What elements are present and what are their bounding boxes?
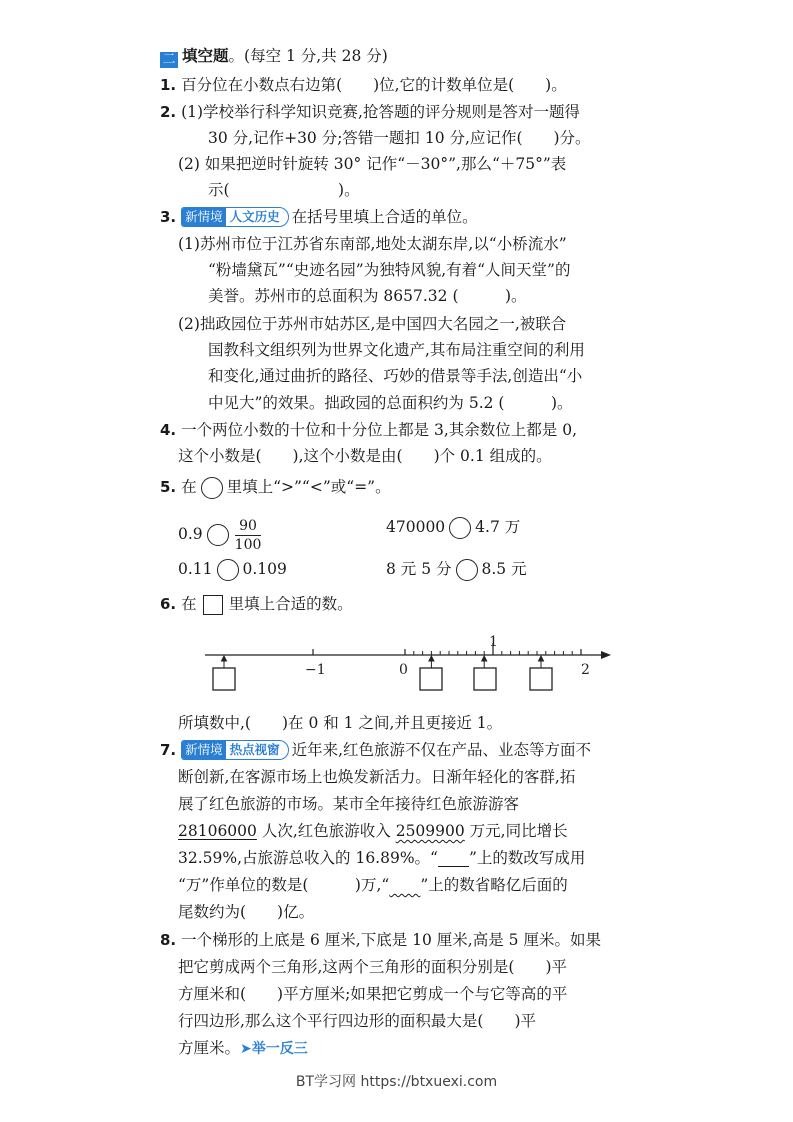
question-text: 一个两位小数的十位和十分位上都是 3,其余数位上都是 0, (181, 421, 578, 439)
text-segment: ”上的数改写成用 (469, 849, 586, 867)
tag-topic: 热点视窗 (229, 742, 280, 757)
question-8-line: 方厘米和( )平方厘米;如果把它剪成一个与它等高的平 (178, 985, 568, 1003)
compare-right: 0.109 (242, 560, 287, 578)
question-number: 8. (160, 931, 177, 949)
compare-item-b (386, 516, 520, 539)
tag-new-context: 新情境 (182, 741, 226, 759)
question-7-line (178, 847, 585, 869)
label-two: 2 (581, 662, 590, 678)
question-text-post: 里填上“>”“<”或“=”。 (226, 478, 391, 496)
context-tag (181, 740, 289, 760)
question-text-pre: 在 (181, 595, 197, 613)
question-3 (160, 206, 478, 228)
text-segment: 32.59%,占旅游总收入的 16.89%。“ (178, 849, 438, 867)
question-number: 3. (160, 208, 177, 226)
text-segment: “万”作单位的数是( )万,“ (178, 876, 390, 894)
section-header (160, 45, 388, 68)
question-2-line: (2) 如果把逆时针旋转 30° 记作“－30°”,那么“＋75°”表 (178, 155, 567, 173)
compare-circle[interactable] (449, 517, 471, 539)
question-text: 百分位在小数点右边第( )位,它的计数单位是( )。 (181, 76, 567, 94)
compare-circle[interactable] (456, 559, 478, 581)
number-line (195, 630, 625, 700)
fraction-numerator: 90 (235, 517, 262, 536)
label-zero: 0 (399, 662, 408, 678)
wavy-underline-mark (389, 876, 420, 894)
answer-box[interactable] (420, 668, 442, 690)
question-text: 近年来,红色旅游不仅在产品、业态等方面不 (291, 741, 592, 759)
question-4 (160, 419, 577, 441)
related-practice-link[interactable]: ➤举一反三 (240, 1041, 308, 1057)
square-blank-icon (203, 595, 223, 615)
text-segment: 万元,同比增长 (464, 822, 568, 840)
question-4-line: 这个小数是( ),这个小数是由( )个 0.1 组成的。 (178, 447, 552, 465)
answer-box[interactable] (213, 668, 235, 690)
question-2 (160, 101, 580, 123)
compare-item-a (178, 516, 261, 554)
compare-item-c (178, 558, 287, 581)
question-3-line: 中见大”的效果。拙政园的总面积约为 5.2 ( )。 (208, 394, 573, 412)
question-8-line (178, 1037, 308, 1060)
text-segment: ”上的数省略亿后面的 (420, 876, 568, 894)
label-minus-one: −1 (305, 662, 326, 678)
visitor-count: 28106000 (178, 822, 257, 840)
question-2-line: 示( )。 (208, 181, 360, 199)
section-title: 填空题 (182, 47, 229, 65)
question-text: 一个梯形的上底是 6 厘米,下底是 10 厘米,高是 5 厘米。如果 (181, 931, 601, 949)
compare-circle[interactable] (217, 559, 239, 581)
section-note: 。(每空 1 分,共 28 分) (228, 47, 388, 65)
text-segment: 方厘米。 (178, 1039, 241, 1057)
context-tag (181, 207, 289, 227)
question-number: 1. (160, 76, 177, 94)
fraction-denominator: 100 (234, 536, 262, 553)
question-7-line: 展了红色旅游的市场。某市全年接待红色旅游游客 (178, 795, 520, 813)
question-text: (1)学校举行科学知识竞赛,抢答题的评分规则是答对一题得 (181, 103, 580, 121)
footer-watermark: BT学习网 https://btxuexi.com (295, 1074, 498, 1090)
question-number: 6. (160, 595, 177, 613)
section-number: 二 (160, 52, 178, 68)
compare-left: 470000 (386, 518, 446, 536)
question-1 (160, 74, 567, 96)
compare-left: 8 元 5 分 (386, 560, 452, 578)
text-segment: 人次,红色旅游收入 (256, 822, 396, 840)
question-number: 5. (160, 478, 177, 496)
question-7-line: 尾数约为( )亿。 (178, 903, 315, 921)
question-6 (160, 593, 353, 615)
answer-box[interactable] (474, 668, 496, 690)
tag-topic: 人文历史 (229, 209, 280, 224)
question-3-line: 美誉。苏州市的总面积为 8657.32 ( )。 (208, 287, 527, 305)
question-3-line: (1)苏州市位于江苏省东南部,地处太湖东岸,以“小桥流水” (178, 235, 567, 253)
answer-box[interactable] (530, 668, 552, 690)
question-5 (160, 476, 391, 499)
compare-left: 0.11 (178, 560, 213, 578)
question-text: 在括号里填上合适的单位。 (291, 208, 478, 226)
question-2-line: 30 分,记作+30 分;答错一题扣 10 分,应记作( )分。 (208, 129, 591, 147)
question-8-line: 行四边形,那么这个平行四边形的面积最大是( )平 (178, 1012, 537, 1030)
question-3-line: 国教科文组织列为世界文化遗产,其布局注重空间的利用 (208, 341, 585, 359)
question-7 (160, 739, 591, 761)
question-6-follow: 所填数中,( )在 0 和 1 之间,并且更接近 1。 (178, 714, 503, 732)
question-number: 4. (160, 421, 177, 439)
tag-new-context: 新情境 (182, 208, 226, 226)
compare-left: 0.9 (178, 525, 203, 543)
question-number: 7. (160, 741, 177, 759)
compare-right: 8.5 元 (481, 560, 527, 578)
question-7-line: 断创新,在客源市场上也焕发新活力。日渐年轻化的客群,拓 (178, 768, 576, 786)
question-7-line (178, 874, 568, 896)
circle-blank-icon (201, 477, 223, 499)
compare-circle[interactable] (207, 524, 229, 546)
question-text-post: 里填上合适的数。 (228, 595, 353, 613)
tourism-income: 2509900 (395, 822, 465, 840)
label-one: 1 (489, 634, 498, 650)
fraction (235, 517, 262, 554)
question-3-line: (2)拙政园位于苏州市姑苏区,是中国四大名园之一,被联合 (178, 315, 567, 333)
question-3-line: 和变化,通过曲折的路径、巧妙的借景等手法,创造出“小 (208, 367, 583, 385)
question-7-line (178, 820, 568, 842)
question-8-line: 把它剪成两个三角形,这两个三角形的面积分别是( )平 (178, 958, 568, 976)
question-number: 2. (160, 103, 177, 121)
question-text-pre: 在 (181, 478, 197, 496)
compare-item-d (386, 558, 527, 581)
straight-underline-mark (438, 849, 469, 867)
question-8 (160, 929, 601, 951)
question-3-line: “粉墙黛瓦”“史迹名园”为独特风貌,有着“人间天堂”的 (208, 261, 571, 279)
compare-right: 4.7 万 (475, 518, 521, 536)
